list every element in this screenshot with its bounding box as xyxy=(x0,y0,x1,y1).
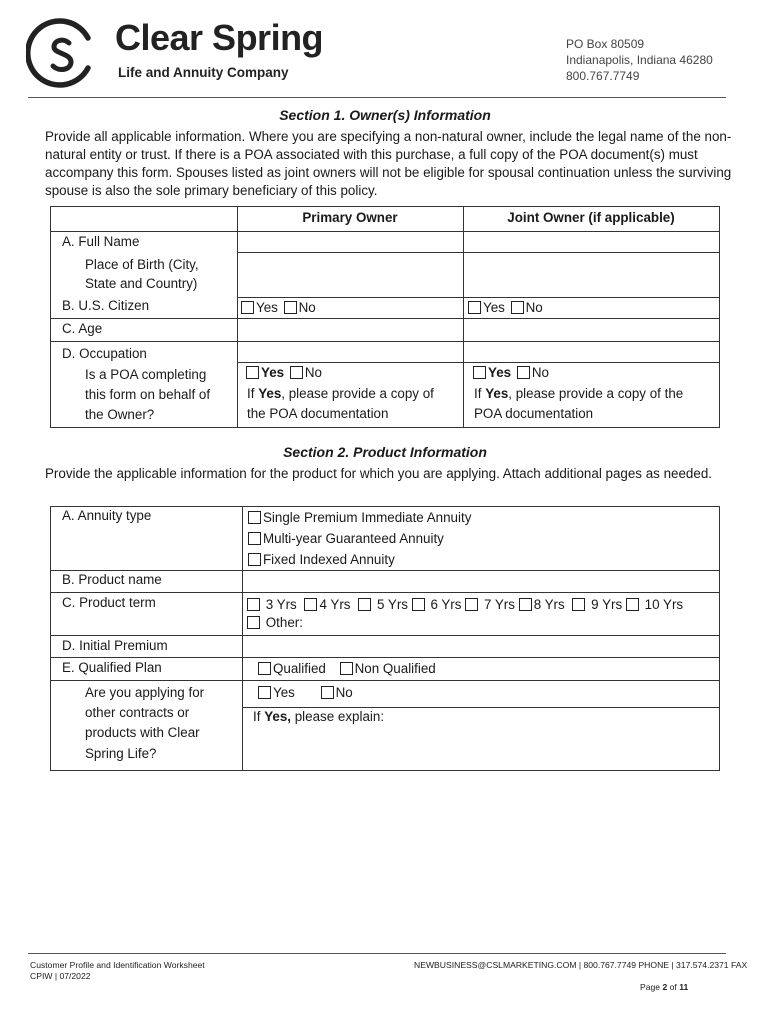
term-label: 9 Yrs xyxy=(591,597,623,612)
section2-intro: Provide the applicable information for the product for which you are applying. Attach additional pages as needed. xyxy=(45,466,712,481)
label-full-name: A. Full Name xyxy=(62,234,140,249)
page-label: Page xyxy=(640,982,661,992)
label-annuity-type: A. Annuity type xyxy=(62,508,152,523)
joint-age-field[interactable] xyxy=(464,319,718,340)
joint-poa-note-line2: POA documentation xyxy=(474,406,594,421)
primary-poa-options xyxy=(246,363,322,383)
yes-label: Yes xyxy=(256,300,278,315)
no-label: No xyxy=(525,300,543,315)
label-poa-line3: the Owner? xyxy=(85,407,155,422)
qualified-plan-options xyxy=(258,659,436,679)
non-qualified-label: Non Qualified xyxy=(354,661,436,676)
yes-emphasis: Yes xyxy=(258,386,282,401)
term-label: 6 Yrs xyxy=(430,597,462,612)
annuity-fia-checkbox[interactable] xyxy=(248,553,261,566)
primary-poa-note-line1 xyxy=(247,384,434,404)
page-of: of xyxy=(669,982,677,992)
brand-subtitle: Life and Annuity Company xyxy=(118,65,289,80)
poa-note-text: , please provide a copy of xyxy=(281,386,434,401)
company-phone: 800.767.7749 xyxy=(566,69,640,83)
primary-occupation-field[interactable] xyxy=(238,342,462,361)
primary-age-field[interactable] xyxy=(238,319,462,340)
label-other-line4: Spring Life? xyxy=(85,746,157,761)
joint-citizen-no-checkbox[interactable] xyxy=(511,301,524,314)
annuity-myga-checkbox[interactable] xyxy=(248,532,261,545)
no-label: No xyxy=(335,685,353,700)
section2-title: Section 2. Product Information xyxy=(283,444,487,460)
option-label: Single Premium Immediate Annuity xyxy=(263,510,472,525)
term-label: 5 Yrs xyxy=(376,597,408,612)
other-contracts-explain-field[interactable] xyxy=(243,727,718,769)
label-poa-line1: Is a POA completing xyxy=(85,367,207,382)
primary-birthplace-field[interactable] xyxy=(238,253,462,296)
explain-text: please explain: xyxy=(291,709,385,724)
primary-citizen-yes-checkbox[interactable] xyxy=(241,301,254,314)
initial-premium-field[interactable] xyxy=(243,636,718,656)
col-joint-owner: Joint Owner (if applicable) xyxy=(507,210,675,225)
joint-occupation-field[interactable] xyxy=(464,342,718,361)
joint-birthplace-field[interactable] xyxy=(464,253,718,296)
yes-label: Yes xyxy=(273,685,295,700)
address-line-2: Indianapolis, Indiana 46280 xyxy=(566,53,713,67)
address-line-1: PO Box 80509 xyxy=(566,37,645,51)
yes-label: Yes xyxy=(261,365,285,380)
non-qualified-checkbox[interactable] xyxy=(340,662,353,675)
primary-poa-note-line2: the POA documentation xyxy=(247,406,389,421)
joint-poa-note-line1 xyxy=(474,384,683,404)
primary-full-name-field[interactable] xyxy=(238,232,462,251)
footer-page-number xyxy=(640,982,688,993)
annuity-option-spia xyxy=(248,508,471,528)
qualified-checkbox[interactable] xyxy=(258,662,271,675)
label-other-line3: products with Clear xyxy=(85,725,200,740)
page-total: 11 xyxy=(679,982,689,992)
joint-poa-no-checkbox[interactable] xyxy=(517,366,530,379)
other-contracts-yes-checkbox[interactable] xyxy=(258,686,271,699)
term-label: 8 Yrs xyxy=(533,597,565,612)
brand-name: Clear Spring xyxy=(115,17,324,58)
section1-title: Section 1. Owner(s) Information xyxy=(279,107,491,123)
if-text: If xyxy=(247,386,255,401)
header-divider xyxy=(28,97,726,98)
product-term-options xyxy=(247,595,683,615)
yes-emphasis: Yes, xyxy=(264,709,291,724)
clear-spring-logo-icon xyxy=(26,16,100,90)
yes-emphasis: Yes xyxy=(485,386,509,401)
other-contracts-options xyxy=(258,683,353,703)
no-label: No xyxy=(298,300,316,315)
joint-citizen-yes-checkbox[interactable] xyxy=(468,301,481,314)
label-product-term: C. Product term xyxy=(62,595,156,610)
term-3-checkbox[interactable] xyxy=(247,598,260,611)
footer-form-name: Customer Profile and Identification Worksheet xyxy=(30,960,205,970)
option-label: Fixed Indexed Annuity xyxy=(263,552,395,567)
primary-poa-no-checkbox[interactable] xyxy=(290,366,303,379)
term-label: 4 Yrs xyxy=(319,597,351,612)
label-other-line1: Are you applying for xyxy=(85,685,205,700)
yes-label: Yes xyxy=(488,365,512,380)
joint-poa-options xyxy=(473,363,549,383)
col-primary-owner: Primary Owner xyxy=(302,210,398,225)
label-age: C. Age xyxy=(62,321,103,336)
label-us-citizen: B. U.S. Citizen xyxy=(62,298,150,313)
poa-note-text: , please provide a copy of the xyxy=(508,386,684,401)
page-current: 2 xyxy=(662,982,668,992)
term-other-label: Other: xyxy=(265,615,303,630)
primary-citizen-no-checkbox[interactable] xyxy=(284,301,297,314)
term-10-checkbox[interactable] xyxy=(626,598,639,611)
joint-full-name-field[interactable] xyxy=(464,232,718,251)
label-other-line2: other contracts or xyxy=(85,705,190,720)
footer-form-code: CPIW | 07/2022 xyxy=(30,971,91,981)
annuity-option-myga xyxy=(248,529,444,549)
term-other-checkbox[interactable] xyxy=(247,616,260,629)
term-8-checkbox[interactable] xyxy=(519,598,532,611)
term-label: 3 Yrs xyxy=(265,597,297,612)
term-5-checkbox[interactable] xyxy=(358,598,371,611)
other-contracts-no-checkbox[interactable] xyxy=(321,686,334,699)
label-initial-premium: D. Initial Premium xyxy=(62,638,168,653)
primary-poa-yes-checkbox[interactable] xyxy=(246,366,259,379)
joint-poa-yes-checkbox[interactable] xyxy=(473,366,486,379)
footer-contact: NEWBUSINESS@CSLMARKETING.COM | 800.767.7749 PHONE | 317.574.2371 FAX xyxy=(414,960,748,970)
term-9-checkbox[interactable] xyxy=(572,598,585,611)
yes-label: Yes xyxy=(483,300,505,315)
label-birth-line2: State and Country) xyxy=(85,276,198,291)
no-label: No xyxy=(304,365,322,380)
option-label: Multi-year Guaranteed Annuity xyxy=(263,531,444,546)
term-label: 7 Yrs xyxy=(483,597,515,612)
label-birth-line1: Place of Birth (City, xyxy=(85,257,199,272)
term-other-option xyxy=(247,613,303,633)
joint-citizen-options xyxy=(468,298,543,318)
label-qualified-plan: E. Qualified Plan xyxy=(62,660,162,675)
if-text: If xyxy=(474,386,482,401)
term-label: 10 Yrs xyxy=(644,597,684,612)
other-contracts-explain-label xyxy=(253,707,384,727)
section1-intro: Provide all applicable information. Where you are specifying a non-natural owner, include the legal name of the non-natural entity or trust. If there is a POA associated with this purchase, a full copy of the POA document(s) must accompany this form. Spouses listed as joint owners will not be eligible for spousal continuation unless the surviving spouse is also the sole primary beneficiary of this policy. xyxy=(45,129,732,198)
annuity-spia-checkbox[interactable] xyxy=(248,511,261,524)
label-product-name: B. Product name xyxy=(62,572,162,587)
if-text: If xyxy=(253,709,261,724)
primary-citizen-options xyxy=(241,298,316,318)
label-occupation: D. Occupation xyxy=(62,346,147,361)
company-address xyxy=(566,36,713,84)
footer-divider xyxy=(28,953,726,954)
term-6-checkbox[interactable] xyxy=(412,598,425,611)
label-poa-line2: this form on behalf of xyxy=(85,387,211,402)
product-name-field[interactable] xyxy=(243,571,718,591)
annuity-option-fia xyxy=(248,550,395,570)
term-7-checkbox[interactable] xyxy=(465,598,478,611)
no-label: No xyxy=(531,365,549,380)
term-4-checkbox[interactable] xyxy=(304,598,317,611)
qualified-label: Qualified xyxy=(273,661,326,676)
